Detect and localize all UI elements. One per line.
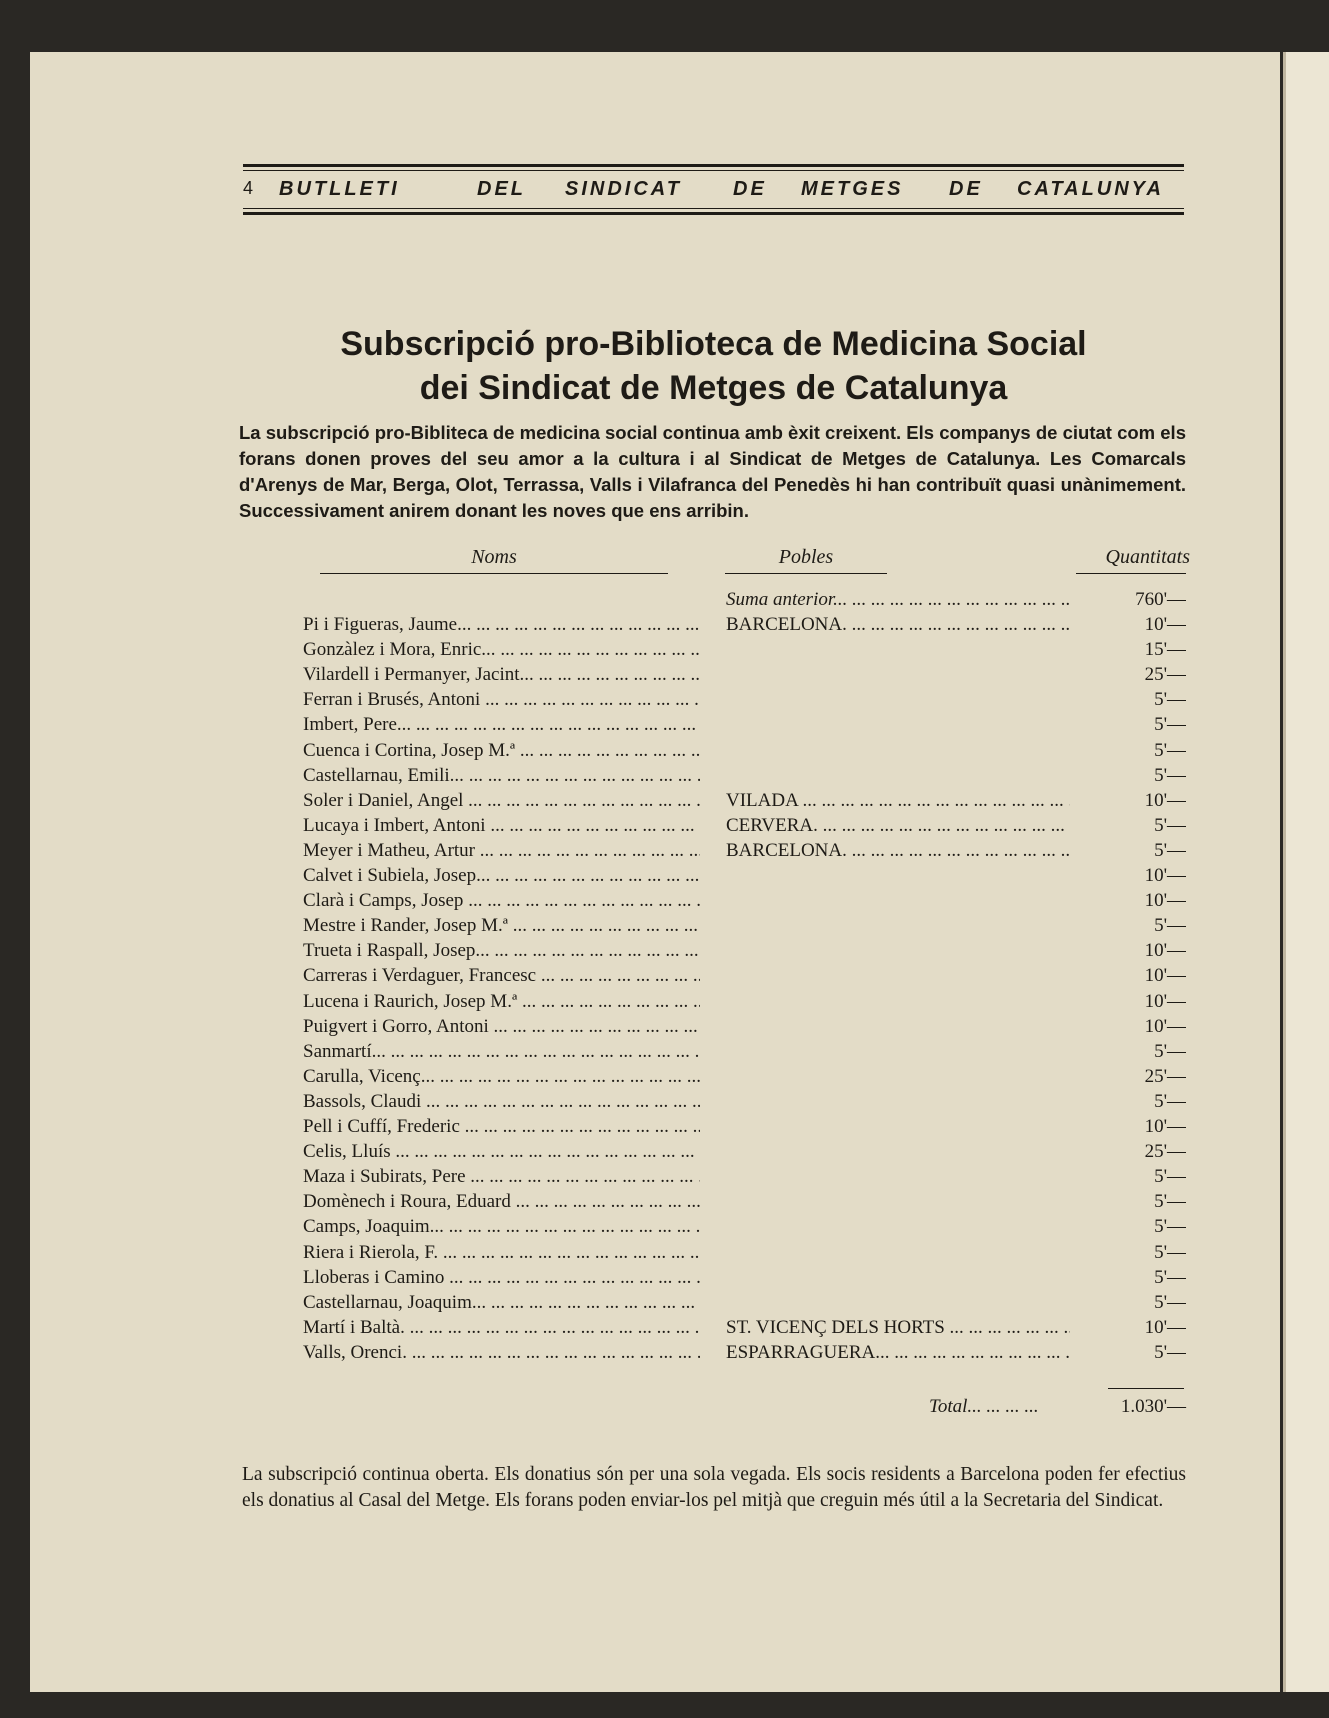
total-rule xyxy=(1108,1388,1184,1389)
header-word: BUTLLETI xyxy=(279,178,400,200)
subscriber-amount: 5'— xyxy=(1154,1040,1186,1062)
subscriber-amount: 25'— xyxy=(1144,1065,1186,1087)
table-row xyxy=(0,913,1329,938)
table-row xyxy=(0,963,1329,988)
subscriber-name: Castellarnau, Emili... ... . xyxy=(303,763,700,788)
column-rule-names xyxy=(320,573,668,574)
header-word: DE xyxy=(733,178,767,200)
subscriber-name: Cuenca i Cortina, Josep M.ª ... . xyxy=(303,738,700,763)
table-row xyxy=(0,687,1329,712)
article-title: Subscripció pro-Biblioteca de Medicina Social xyxy=(340,325,1087,363)
column-rule-towns xyxy=(725,573,887,574)
subscriber-amount: 5'— xyxy=(1154,1216,1186,1238)
subscriber-amount: 10'— xyxy=(1144,865,1186,886)
subscriber-name: Pi i Figueras, Jaume... ... . xyxy=(303,612,700,637)
subscriber-name: Gonzàlez i Mora, Enric... ... . xyxy=(303,637,700,662)
table-row xyxy=(0,1214,1329,1239)
subscriber-amount: 5'— xyxy=(1154,714,1186,736)
table-row xyxy=(0,1139,1329,1164)
table-row xyxy=(0,938,1329,963)
subscriber-amount: 5'— xyxy=(1154,1341,1186,1363)
table-row xyxy=(0,1014,1329,1039)
subscriber-amount: 5'— xyxy=(1154,1191,1186,1213)
subscriber-name: Lucena i Raurich, Josep M.ª ... . xyxy=(303,989,700,1014)
table-row xyxy=(0,989,1329,1014)
intro-paragraph xyxy=(239,420,1186,524)
subscriber-town: BARCELONA. ... . xyxy=(726,612,1070,637)
subscriber-name: Valls, Orenci. ... . xyxy=(303,1340,700,1365)
table-row xyxy=(0,788,1329,813)
subscriber-amount: 10'— xyxy=(1144,990,1186,1012)
header-rule-bottom xyxy=(243,212,1184,215)
subscriber-amount: 10'— xyxy=(1144,1015,1186,1037)
previous-sum-row xyxy=(0,587,1329,612)
column-rule-amounts xyxy=(1076,573,1186,574)
table-row xyxy=(0,763,1329,788)
subscriber-town: ST. VICENÇ DELS HORTS ... . xyxy=(726,1315,1070,1340)
subscriber-town: ESPARRAGUERA... ... . xyxy=(726,1340,1070,1365)
header-rule-top xyxy=(243,164,1184,167)
subscriber-name: Domènech i Roura, Eduard ... . xyxy=(303,1189,700,1214)
subscriber-amount: 10'— xyxy=(1144,1116,1186,1137)
table-row xyxy=(0,712,1329,737)
subscriber-name: Puigvert i Gorro, Antoni ... . xyxy=(303,1014,700,1039)
header-word: METGES xyxy=(801,178,904,200)
column-header-names: Noms xyxy=(471,546,517,568)
subscriber-name: Sanmartí... ... . xyxy=(303,1039,700,1064)
subscriber-name: Lloberas i Camino ... . xyxy=(303,1265,700,1290)
subscriber-town: CERVERA. ... . xyxy=(726,813,1070,838)
subscriber-amount: 25'— xyxy=(1144,664,1186,686)
subscriber-name: Soler i Daniel, Angel ... . xyxy=(303,788,700,813)
header-word: CATALUNYA xyxy=(1017,178,1164,200)
table-row xyxy=(0,1340,1329,1365)
subscriber-name: Castellarnau, Joaquim... ... . xyxy=(303,1290,700,1315)
table-row xyxy=(0,863,1329,888)
article-subtitle: dei Sindicat de Metges de Catalunya xyxy=(419,369,1008,407)
subscriber-name: Camps, Joaquim... ... . xyxy=(303,1214,700,1239)
table-row xyxy=(0,1315,1329,1340)
table-row xyxy=(0,1265,1329,1290)
subscriber-amount: 5'— xyxy=(1154,1266,1186,1288)
subscriber-name: Mestre i Rander, Josep M.ª ... . xyxy=(303,913,700,938)
table-row xyxy=(0,1089,1329,1114)
subscriber-amount: 5'— xyxy=(1154,839,1186,861)
table-row xyxy=(0,612,1329,637)
subscriber-amount: 5'— xyxy=(1154,689,1186,711)
table-row xyxy=(0,838,1329,863)
total-amount: 1.030'— xyxy=(1120,1396,1186,1417)
table-row xyxy=(0,1114,1329,1139)
table-row xyxy=(0,1189,1329,1214)
subscriber-amount: 5'— xyxy=(1154,764,1186,786)
subscriber-amount: 10'— xyxy=(1144,1316,1186,1338)
page-number: 4 xyxy=(243,178,254,198)
subscriber-name: Martí i Baltà. ... . xyxy=(303,1315,700,1340)
table-row xyxy=(0,1039,1329,1064)
previous-sum-label: Suma anterior... ... . xyxy=(726,587,1070,612)
table-row xyxy=(0,1290,1329,1315)
subscriber-town: BARCELONA. ... . xyxy=(726,838,1070,863)
table-row xyxy=(0,738,1329,763)
subscriber-amount: 5'— xyxy=(1154,739,1186,761)
subscriber-amount: 5'— xyxy=(1154,915,1186,937)
subscriber-name: Clarà i Camps, Josep ... . xyxy=(303,888,700,913)
header-word: DE xyxy=(949,178,983,200)
subscriber-name: Bassols, Claudi ... . xyxy=(303,1089,700,1114)
table-row xyxy=(0,637,1329,662)
table-row xyxy=(0,888,1329,913)
subscriber-name: Ferran i Brusés, Antoni ... . xyxy=(303,687,700,712)
subscriber-name: Celis, Lluís ... . xyxy=(303,1139,700,1164)
subscriber-name: Imbert, Pere... ... . xyxy=(303,712,700,737)
subscriber-amount: 10'— xyxy=(1144,965,1186,987)
subscriber-name: Calvet i Subiela, Josep... ... . xyxy=(303,863,700,888)
column-header-towns: Pobles xyxy=(778,546,834,568)
intro-text: La subscripció pro-Bibliteca de medicina social continua amb èxit creixent. Els companys de ciutat com els forans donen proves del seu amor a la cultura i al Sindicat de Metges de Catalunya. Les Comarcals d'Arenys de Mar, Berga, Olot, Terrassa, Valls i Vilafranca del Penedès hi han contribuït quasi unànimement. Successivament anirem donant les noves que ens arribin. xyxy=(239,422,1186,521)
table-row xyxy=(0,1164,1329,1189)
table-row xyxy=(0,662,1329,687)
subscriber-amount: 5'— xyxy=(1154,1090,1186,1112)
table-row xyxy=(0,1240,1329,1265)
subscriber-amount: 5'— xyxy=(1154,1166,1186,1188)
subscriber-name: Vilardell i Permanyer, Jacint... ... . xyxy=(303,662,700,687)
subscriber-amount: 5'— xyxy=(1154,1291,1186,1313)
subscriber-town: VILADA ... . xyxy=(726,788,1070,813)
subscriber-name: Lucaya i Imbert, Antoni ... . xyxy=(303,813,700,838)
subscriber-name: Meyer i Matheu, Artur ... . xyxy=(303,838,700,863)
subscriber-name: Carreras i Verdaguer, Francesc ... . xyxy=(303,963,700,988)
footer-text: La subscripció continua oberta. Els donatius són per una sola vegada. Els socis residents a Barcelona poden fer efectius els donatius al Casal del Metge. Els forans poden enviar-los pel mitjà que creguin més útil a la Secretaria del Sindicat. xyxy=(242,1464,1186,1511)
header-word: DEL xyxy=(477,178,526,200)
subscriber-amount: 10'— xyxy=(1144,940,1186,962)
subscriber-amount: 5'— xyxy=(1154,814,1186,836)
table-row xyxy=(0,813,1329,838)
subscriber-amount: 10'— xyxy=(1144,614,1186,635)
subscriber-amount: 25'— xyxy=(1144,1141,1186,1163)
header-rule-top-thin xyxy=(243,170,1184,171)
previous-sum-amount: 760'— xyxy=(1135,589,1186,610)
footer-paragraph xyxy=(242,1462,1186,1514)
table-row xyxy=(0,1064,1329,1089)
running-header xyxy=(243,176,1184,206)
subscriber-name: Pell i Cuffí, Frederic ... . xyxy=(303,1114,700,1139)
subscriber-amount: 15'— xyxy=(1144,639,1186,661)
column-header-amounts: Quantitats xyxy=(1105,546,1190,568)
header-rule-bottom-thin xyxy=(243,208,1184,209)
total-label: Total... ... ... ... xyxy=(929,1396,1039,1417)
subscriber-name: Riera i Rierola, F. ... . xyxy=(303,1240,700,1265)
subscriber-name: Carulla, Vicenç... ... . xyxy=(303,1064,700,1089)
subscriber-amount: 5'— xyxy=(1154,1241,1186,1263)
subscriber-amount: 10'— xyxy=(1144,789,1186,811)
subscriber-name: Trueta i Raspall, Josep... ... . xyxy=(303,938,700,963)
subscriber-amount: 10'— xyxy=(1144,890,1186,912)
subscriber-name: Maza i Subirats, Pere ... . xyxy=(303,1164,700,1189)
header-word: SINDICAT xyxy=(565,178,682,200)
